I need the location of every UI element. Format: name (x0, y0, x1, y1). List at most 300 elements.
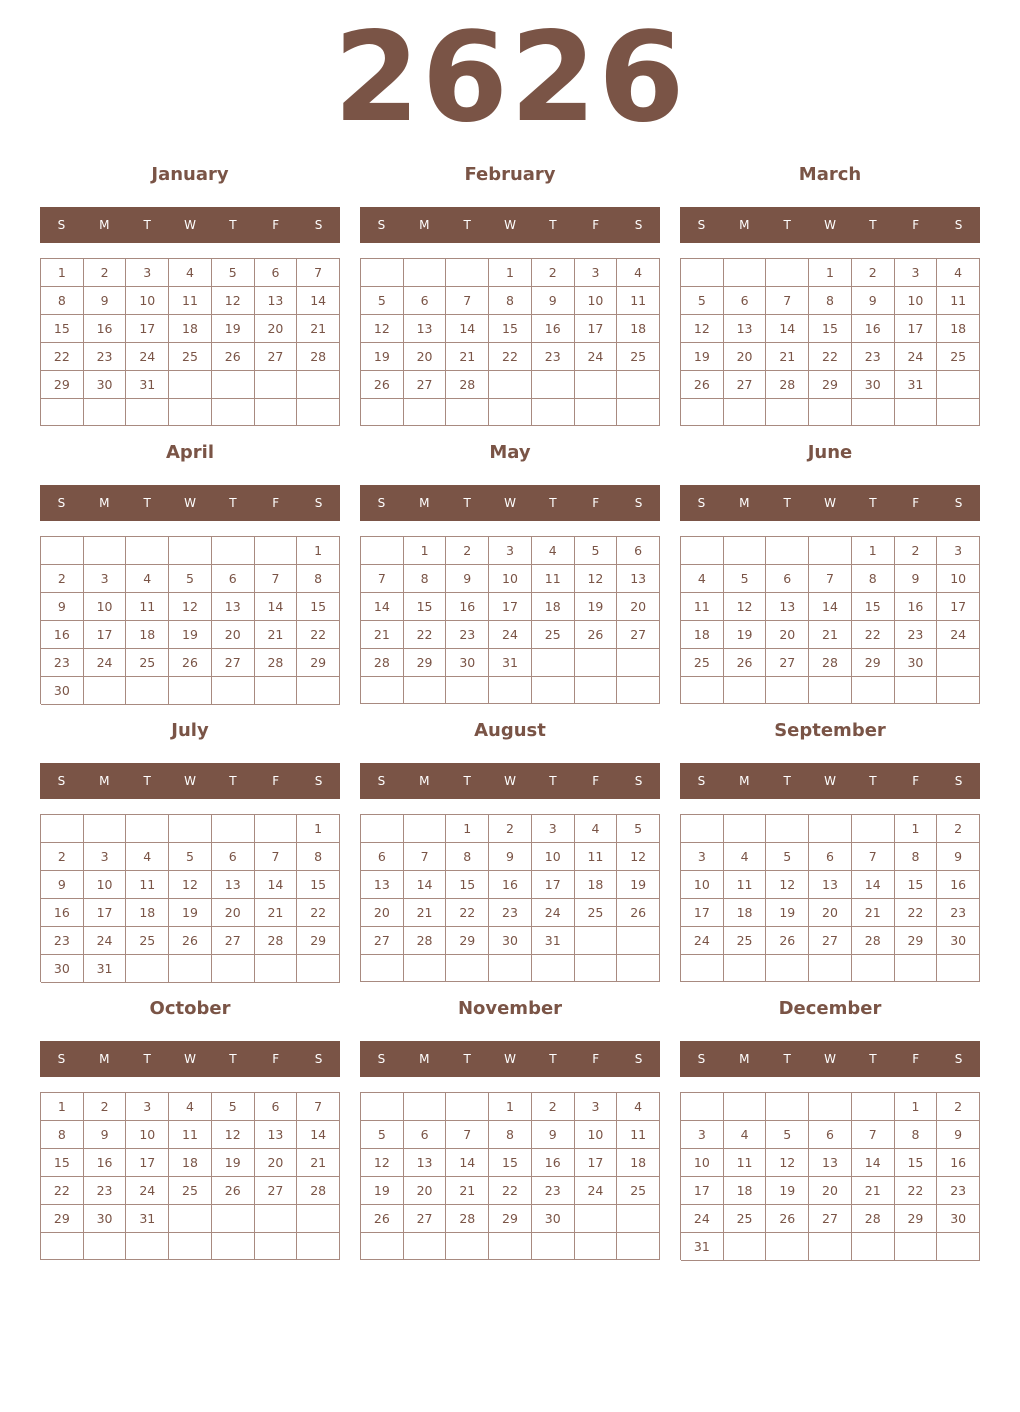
day-cell[interactable]: 24 (489, 621, 532, 649)
day-cell[interactable]: 26 (724, 649, 767, 677)
day-cell[interactable]: 31 (532, 927, 575, 955)
day-cell[interactable]: 3 (575, 1093, 618, 1121)
day-cell[interactable]: 4 (575, 815, 618, 843)
day-cell[interactable]: 6 (255, 259, 298, 287)
day-cell[interactable]: 6 (809, 843, 852, 871)
day-cell[interactable]: 22 (41, 1177, 84, 1205)
day-cell[interactable]: 12 (617, 843, 660, 871)
day-cell[interactable]: 3 (895, 259, 938, 287)
day-cell[interactable]: 9 (41, 593, 84, 621)
day-cell[interactable]: 24 (895, 343, 938, 371)
day-cell[interactable]: 4 (617, 1093, 660, 1121)
day-cell[interactable]: 5 (212, 1093, 255, 1121)
day-cell[interactable]: 9 (84, 1121, 127, 1149)
day-cell[interactable]: 16 (84, 315, 127, 343)
day-cell[interactable]: 30 (41, 955, 84, 983)
day-cell[interactable]: 3 (126, 259, 169, 287)
day-cell[interactable]: 20 (212, 621, 255, 649)
day-cell[interactable]: 14 (255, 871, 298, 899)
day-cell[interactable]: 7 (852, 1121, 895, 1149)
day-cell[interactable]: 16 (446, 593, 489, 621)
day-cell[interactable]: 28 (446, 371, 489, 399)
day-cell[interactable]: 18 (532, 593, 575, 621)
day-cell[interactable]: 22 (297, 899, 340, 927)
day-cell[interactable]: 15 (297, 593, 340, 621)
day-cell[interactable]: 7 (404, 843, 447, 871)
day-cell[interactable]: 24 (126, 1177, 169, 1205)
day-cell[interactable]: 29 (41, 371, 84, 399)
day-cell[interactable]: 21 (766, 343, 809, 371)
day-cell[interactable]: 1 (809, 259, 852, 287)
day-cell[interactable]: 11 (169, 287, 212, 315)
day-cell[interactable]: 11 (575, 843, 618, 871)
day-cell[interactable]: 12 (169, 593, 212, 621)
day-cell[interactable]: 18 (575, 871, 618, 899)
day-cell[interactable]: 26 (212, 1177, 255, 1205)
day-cell[interactable]: 3 (84, 565, 127, 593)
day-cell[interactable]: 2 (937, 815, 980, 843)
day-cell[interactable]: 14 (852, 1149, 895, 1177)
day-cell[interactable]: 28 (809, 649, 852, 677)
day-cell[interactable]: 19 (169, 621, 212, 649)
day-cell[interactable]: 26 (766, 1205, 809, 1233)
day-cell[interactable]: 28 (255, 649, 298, 677)
day-cell[interactable]: 11 (617, 1121, 660, 1149)
day-cell[interactable]: 2 (489, 815, 532, 843)
day-cell[interactable]: 17 (84, 621, 127, 649)
day-cell[interactable]: 18 (169, 1149, 212, 1177)
day-cell[interactable]: 13 (361, 871, 404, 899)
day-cell[interactable]: 11 (126, 593, 169, 621)
day-cell[interactable]: 9 (84, 287, 127, 315)
day-cell[interactable]: 17 (895, 315, 938, 343)
day-cell[interactable]: 10 (532, 843, 575, 871)
day-cell[interactable]: 11 (681, 593, 724, 621)
day-cell[interactable]: 27 (361, 927, 404, 955)
day-cell[interactable]: 10 (489, 565, 532, 593)
day-cell[interactable]: 30 (895, 649, 938, 677)
day-cell[interactable]: 5 (766, 843, 809, 871)
day-cell[interactable]: 28 (255, 927, 298, 955)
day-cell[interactable]: 17 (126, 315, 169, 343)
day-cell[interactable]: 31 (84, 955, 127, 983)
day-cell[interactable]: 6 (404, 287, 447, 315)
day-cell[interactable]: 4 (937, 259, 980, 287)
day-cell[interactable]: 16 (41, 899, 84, 927)
day-cell[interactable]: 21 (446, 1177, 489, 1205)
day-cell[interactable]: 30 (84, 1205, 127, 1233)
day-cell[interactable]: 25 (681, 649, 724, 677)
day-cell[interactable]: 10 (681, 1149, 724, 1177)
day-cell[interactable]: 20 (255, 315, 298, 343)
day-cell[interactable]: 24 (126, 343, 169, 371)
day-cell[interactable]: 5 (169, 843, 212, 871)
day-cell[interactable]: 17 (937, 593, 980, 621)
day-cell[interactable]: 10 (126, 287, 169, 315)
day-cell[interactable]: 2 (532, 1093, 575, 1121)
day-cell[interactable]: 27 (809, 1205, 852, 1233)
day-cell[interactable]: 12 (724, 593, 767, 621)
day-cell[interactable]: 9 (532, 1121, 575, 1149)
day-cell[interactable]: 12 (766, 871, 809, 899)
day-cell[interactable]: 23 (852, 343, 895, 371)
day-cell[interactable]: 11 (169, 1121, 212, 1149)
day-cell[interactable]: 12 (361, 1149, 404, 1177)
day-cell[interactable]: 15 (895, 871, 938, 899)
day-cell[interactable]: 26 (617, 899, 660, 927)
day-cell[interactable]: 6 (212, 565, 255, 593)
day-cell[interactable]: 16 (489, 871, 532, 899)
day-cell[interactable]: 15 (446, 871, 489, 899)
day-cell[interactable]: 8 (404, 565, 447, 593)
day-cell[interactable]: 23 (446, 621, 489, 649)
day-cell[interactable]: 3 (126, 1093, 169, 1121)
day-cell[interactable]: 26 (681, 371, 724, 399)
day-cell[interactable]: 13 (404, 315, 447, 343)
day-cell[interactable]: 11 (126, 871, 169, 899)
day-cell[interactable]: 3 (937, 537, 980, 565)
day-cell[interactable]: 24 (681, 927, 724, 955)
day-cell[interactable]: 14 (446, 1149, 489, 1177)
day-cell[interactable]: 15 (297, 871, 340, 899)
day-cell[interactable]: 29 (41, 1205, 84, 1233)
day-cell[interactable]: 23 (84, 343, 127, 371)
day-cell[interactable]: 7 (766, 287, 809, 315)
day-cell[interactable]: 8 (895, 1121, 938, 1149)
day-cell[interactable]: 10 (681, 871, 724, 899)
day-cell[interactable]: 17 (84, 899, 127, 927)
day-cell[interactable]: 28 (852, 927, 895, 955)
day-cell[interactable]: 25 (937, 343, 980, 371)
day-cell[interactable]: 21 (809, 621, 852, 649)
day-cell[interactable]: 18 (126, 899, 169, 927)
day-cell[interactable]: 1 (297, 537, 340, 565)
day-cell[interactable]: 3 (681, 843, 724, 871)
day-cell[interactable]: 10 (575, 287, 618, 315)
day-cell[interactable]: 28 (852, 1205, 895, 1233)
day-cell[interactable]: 16 (937, 871, 980, 899)
day-cell[interactable]: 10 (84, 871, 127, 899)
day-cell[interactable]: 15 (41, 1149, 84, 1177)
day-cell[interactable]: 11 (617, 287, 660, 315)
day-cell[interactable]: 10 (895, 287, 938, 315)
day-cell[interactable]: 2 (41, 565, 84, 593)
day-cell[interactable]: 18 (937, 315, 980, 343)
day-cell[interactable]: 29 (852, 649, 895, 677)
day-cell[interactable]: 26 (169, 649, 212, 677)
day-cell[interactable]: 2 (41, 843, 84, 871)
day-cell[interactable]: 24 (937, 621, 980, 649)
day-cell[interactable]: 7 (446, 1121, 489, 1149)
day-cell[interactable]: 2 (446, 537, 489, 565)
day-cell[interactable]: 5 (766, 1121, 809, 1149)
day-cell[interactable]: 1 (489, 1093, 532, 1121)
day-cell[interactable]: 27 (617, 621, 660, 649)
day-cell[interactable]: 2 (532, 259, 575, 287)
day-cell[interactable]: 1 (404, 537, 447, 565)
day-cell[interactable]: 13 (212, 593, 255, 621)
day-cell[interactable]: 21 (404, 899, 447, 927)
day-cell[interactable]: 12 (361, 315, 404, 343)
day-cell[interactable]: 4 (724, 1121, 767, 1149)
day-cell[interactable]: 4 (681, 565, 724, 593)
day-cell[interactable]: 27 (724, 371, 767, 399)
day-cell[interactable]: 14 (404, 871, 447, 899)
day-cell[interactable]: 20 (617, 593, 660, 621)
day-cell[interactable]: 13 (212, 871, 255, 899)
day-cell[interactable]: 28 (766, 371, 809, 399)
day-cell[interactable]: 27 (212, 649, 255, 677)
day-cell[interactable]: 27 (809, 927, 852, 955)
day-cell[interactable]: 25 (532, 621, 575, 649)
day-cell[interactable]: 6 (212, 843, 255, 871)
day-cell[interactable]: 29 (895, 927, 938, 955)
day-cell[interactable]: 8 (895, 843, 938, 871)
day-cell[interactable]: 11 (724, 1149, 767, 1177)
day-cell[interactable]: 5 (617, 815, 660, 843)
day-cell[interactable]: 30 (532, 1205, 575, 1233)
day-cell[interactable]: 17 (681, 1177, 724, 1205)
day-cell[interactable]: 13 (255, 287, 298, 315)
day-cell[interactable]: 9 (937, 1121, 980, 1149)
day-cell[interactable]: 9 (937, 843, 980, 871)
day-cell[interactable]: 4 (169, 1093, 212, 1121)
day-cell[interactable]: 8 (852, 565, 895, 593)
day-cell[interactable]: 2 (852, 259, 895, 287)
day-cell[interactable]: 11 (532, 565, 575, 593)
day-cell[interactable]: 17 (532, 871, 575, 899)
day-cell[interactable]: 20 (255, 1149, 298, 1177)
day-cell[interactable]: 22 (41, 343, 84, 371)
day-cell[interactable]: 15 (404, 593, 447, 621)
day-cell[interactable]: 1 (446, 815, 489, 843)
day-cell[interactable]: 15 (489, 1149, 532, 1177)
day-cell[interactable]: 9 (532, 287, 575, 315)
day-cell[interactable]: 23 (84, 1177, 127, 1205)
day-cell[interactable]: 15 (809, 315, 852, 343)
day-cell[interactable]: 7 (809, 565, 852, 593)
day-cell[interactable]: 28 (446, 1205, 489, 1233)
day-cell[interactable]: 20 (766, 621, 809, 649)
day-cell[interactable]: 26 (575, 621, 618, 649)
day-cell[interactable]: 30 (852, 371, 895, 399)
day-cell[interactable]: 5 (361, 287, 404, 315)
day-cell[interactable]: 14 (446, 315, 489, 343)
day-cell[interactable]: 19 (169, 899, 212, 927)
day-cell[interactable]: 3 (681, 1121, 724, 1149)
day-cell[interactable]: 14 (297, 287, 340, 315)
day-cell[interactable]: 10 (575, 1121, 618, 1149)
day-cell[interactable]: 27 (766, 649, 809, 677)
day-cell[interactable]: 28 (404, 927, 447, 955)
day-cell[interactable]: 12 (575, 565, 618, 593)
day-cell[interactable]: 29 (297, 649, 340, 677)
day-cell[interactable]: 3 (489, 537, 532, 565)
day-cell[interactable]: 28 (361, 649, 404, 677)
day-cell[interactable]: 6 (361, 843, 404, 871)
day-cell[interactable]: 19 (212, 315, 255, 343)
day-cell[interactable]: 8 (297, 843, 340, 871)
day-cell[interactable]: 14 (766, 315, 809, 343)
day-cell[interactable]: 23 (532, 343, 575, 371)
day-cell[interactable]: 23 (895, 621, 938, 649)
day-cell[interactable]: 18 (617, 315, 660, 343)
day-cell[interactable]: 20 (404, 1177, 447, 1205)
day-cell[interactable]: 22 (852, 621, 895, 649)
day-cell[interactable]: 21 (255, 899, 298, 927)
day-cell[interactable]: 7 (361, 565, 404, 593)
day-cell[interactable]: 4 (532, 537, 575, 565)
day-cell[interactable]: 15 (41, 315, 84, 343)
day-cell[interactable]: 30 (937, 927, 980, 955)
day-cell[interactable]: 13 (809, 1149, 852, 1177)
day-cell[interactable]: 12 (766, 1149, 809, 1177)
day-cell[interactable]: 1 (41, 259, 84, 287)
day-cell[interactable]: 24 (532, 899, 575, 927)
day-cell[interactable]: 21 (446, 343, 489, 371)
day-cell[interactable]: 15 (489, 315, 532, 343)
day-cell[interactable]: 31 (681, 1233, 724, 1261)
day-cell[interactable]: 26 (169, 927, 212, 955)
day-cell[interactable]: 16 (41, 621, 84, 649)
day-cell[interactable]: 12 (212, 287, 255, 315)
day-cell[interactable]: 30 (84, 371, 127, 399)
day-cell[interactable]: 14 (297, 1121, 340, 1149)
day-cell[interactable]: 17 (126, 1149, 169, 1177)
day-cell[interactable]: 6 (809, 1121, 852, 1149)
day-cell[interactable]: 19 (575, 593, 618, 621)
day-cell[interactable]: 20 (809, 899, 852, 927)
day-cell[interactable]: 19 (361, 343, 404, 371)
day-cell[interactable]: 30 (937, 1205, 980, 1233)
day-cell[interactable]: 12 (212, 1121, 255, 1149)
day-cell[interactable]: 12 (681, 315, 724, 343)
day-cell[interactable]: 29 (404, 649, 447, 677)
day-cell[interactable]: 7 (255, 843, 298, 871)
day-cell[interactable]: 4 (617, 259, 660, 287)
day-cell[interactable]: 10 (84, 593, 127, 621)
day-cell[interactable]: 21 (361, 621, 404, 649)
day-cell[interactable]: 25 (724, 927, 767, 955)
day-cell[interactable]: 2 (895, 537, 938, 565)
day-cell[interactable]: 14 (809, 593, 852, 621)
day-cell[interactable]: 31 (126, 1205, 169, 1233)
day-cell[interactable]: 31 (126, 371, 169, 399)
day-cell[interactable]: 20 (809, 1177, 852, 1205)
day-cell[interactable]: 10 (937, 565, 980, 593)
day-cell[interactable]: 9 (852, 287, 895, 315)
day-cell[interactable]: 7 (446, 287, 489, 315)
day-cell[interactable]: 13 (255, 1121, 298, 1149)
day-cell[interactable]: 1 (297, 815, 340, 843)
day-cell[interactable]: 13 (617, 565, 660, 593)
day-cell[interactable]: 21 (297, 315, 340, 343)
day-cell[interactable]: 22 (809, 343, 852, 371)
day-cell[interactable]: 25 (575, 899, 618, 927)
day-cell[interactable]: 21 (852, 1177, 895, 1205)
day-cell[interactable]: 13 (766, 593, 809, 621)
day-cell[interactable]: 23 (532, 1177, 575, 1205)
day-cell[interactable]: 20 (724, 343, 767, 371)
day-cell[interactable]: 26 (361, 371, 404, 399)
day-cell[interactable]: 25 (169, 343, 212, 371)
day-cell[interactable]: 28 (297, 1177, 340, 1205)
day-cell[interactable]: 25 (126, 927, 169, 955)
day-cell[interactable]: 6 (617, 537, 660, 565)
day-cell[interactable]: 3 (532, 815, 575, 843)
day-cell[interactable]: 11 (724, 871, 767, 899)
day-cell[interactable]: 14 (852, 871, 895, 899)
day-cell[interactable]: 29 (809, 371, 852, 399)
day-cell[interactable]: 20 (212, 899, 255, 927)
day-cell[interactable]: 8 (41, 1121, 84, 1149)
day-cell[interactable]: 18 (169, 315, 212, 343)
day-cell[interactable]: 22 (404, 621, 447, 649)
day-cell[interactable]: 1 (41, 1093, 84, 1121)
day-cell[interactable]: 25 (617, 343, 660, 371)
day-cell[interactable]: 15 (852, 593, 895, 621)
day-cell[interactable]: 3 (84, 843, 127, 871)
day-cell[interactable]: 19 (766, 1177, 809, 1205)
day-cell[interactable]: 23 (41, 927, 84, 955)
day-cell[interactable]: 25 (724, 1205, 767, 1233)
day-cell[interactable]: 11 (937, 287, 980, 315)
day-cell[interactable]: 1 (489, 259, 532, 287)
day-cell[interactable]: 4 (169, 259, 212, 287)
day-cell[interactable]: 21 (297, 1149, 340, 1177)
day-cell[interactable]: 21 (255, 621, 298, 649)
day-cell[interactable]: 18 (126, 621, 169, 649)
day-cell[interactable]: 1 (852, 537, 895, 565)
day-cell[interactable]: 24 (575, 1177, 618, 1205)
day-cell[interactable]: 22 (446, 899, 489, 927)
day-cell[interactable]: 29 (446, 927, 489, 955)
day-cell[interactable]: 13 (809, 871, 852, 899)
day-cell[interactable]: 5 (169, 565, 212, 593)
day-cell[interactable]: 19 (724, 621, 767, 649)
day-cell[interactable]: 6 (255, 1093, 298, 1121)
day-cell[interactable]: 23 (41, 649, 84, 677)
day-cell[interactable]: 8 (446, 843, 489, 871)
day-cell[interactable]: 17 (681, 899, 724, 927)
day-cell[interactable]: 6 (724, 287, 767, 315)
day-cell[interactable]: 22 (297, 621, 340, 649)
day-cell[interactable]: 29 (489, 1205, 532, 1233)
day-cell[interactable]: 30 (446, 649, 489, 677)
day-cell[interactable]: 9 (895, 565, 938, 593)
day-cell[interactable]: 28 (297, 343, 340, 371)
day-cell[interactable]: 8 (41, 287, 84, 315)
day-cell[interactable]: 9 (41, 871, 84, 899)
day-cell[interactable]: 6 (766, 565, 809, 593)
day-cell[interactable]: 22 (489, 343, 532, 371)
day-cell[interactable]: 9 (489, 843, 532, 871)
day-cell[interactable]: 8 (489, 287, 532, 315)
day-cell[interactable]: 2 (84, 1093, 127, 1121)
day-cell[interactable]: 26 (361, 1205, 404, 1233)
day-cell[interactable]: 22 (895, 1177, 938, 1205)
day-cell[interactable]: 5 (681, 287, 724, 315)
day-cell[interactable]: 24 (84, 649, 127, 677)
day-cell[interactable]: 9 (446, 565, 489, 593)
day-cell[interactable]: 16 (895, 593, 938, 621)
day-cell[interactable]: 1 (895, 815, 938, 843)
day-cell[interactable]: 25 (169, 1177, 212, 1205)
day-cell[interactable]: 27 (212, 927, 255, 955)
day-cell[interactable]: 16 (532, 1149, 575, 1177)
day-cell[interactable]: 20 (361, 899, 404, 927)
day-cell[interactable]: 14 (361, 593, 404, 621)
